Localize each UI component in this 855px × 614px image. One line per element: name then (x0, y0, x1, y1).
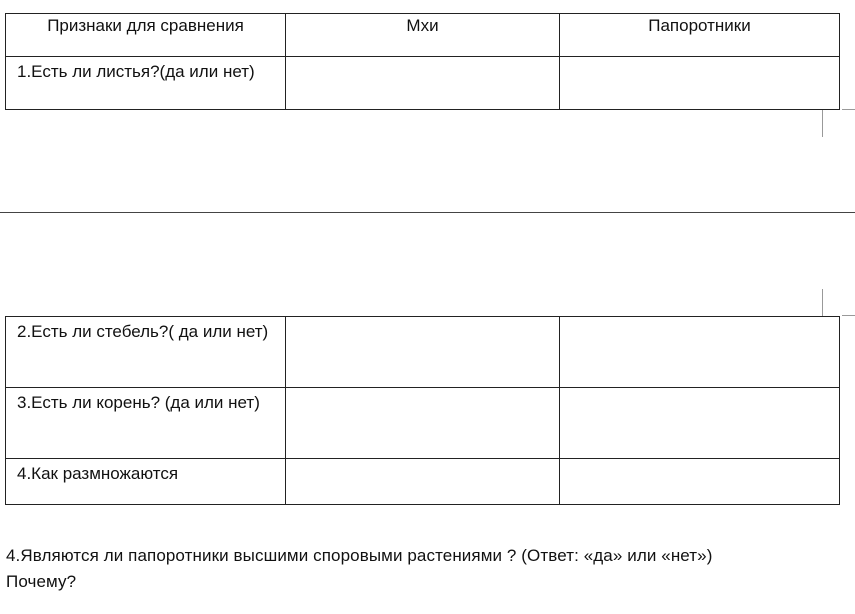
table-row (6, 388, 840, 459)
page-margin-marker (822, 289, 823, 316)
comparison-table-part1 (5, 13, 840, 110)
page-break-line (0, 212, 855, 213)
row-label: 1.Есть ли листья?(да или нет) (6, 57, 286, 110)
question-text: 4.Являются ли папоротники высшими споровыми растениями ? (Ответ: «да» или «нет») (6, 546, 713, 565)
page-margin-marker (822, 110, 823, 137)
page-margin-marker (842, 109, 855, 110)
header-mosses: Мхи (286, 14, 560, 57)
answer-cell-mosses[interactable] (286, 388, 560, 459)
row-label: 3.Есть ли корень? (да или нет) (6, 388, 286, 459)
page-margin-marker (842, 315, 855, 316)
table-row (6, 317, 840, 388)
answer-cell-ferns[interactable] (560, 317, 840, 388)
header-ferns: Папоротники (560, 14, 840, 57)
answer-cell-mosses[interactable] (286, 57, 560, 110)
table-row (6, 57, 840, 110)
answer-cell-ferns[interactable] (560, 459, 840, 505)
table-row (6, 459, 840, 505)
question-followup: Почему? (6, 572, 77, 591)
header-criteria: Признаки для сравнения (6, 14, 286, 57)
answer-cell-mosses[interactable] (286, 459, 560, 505)
row-label: 2.Есть ли стебель?( да или нет) (6, 317, 286, 388)
answer-cell-mosses[interactable] (286, 317, 560, 388)
row-label: 4.Как размножаются (6, 459, 286, 505)
answer-cell-ferns[interactable] (560, 388, 840, 459)
answer-cell-ferns[interactable] (560, 57, 840, 110)
comparison-table-part2 (5, 316, 840, 505)
question-block (6, 543, 846, 595)
table-header-row (6, 14, 840, 57)
